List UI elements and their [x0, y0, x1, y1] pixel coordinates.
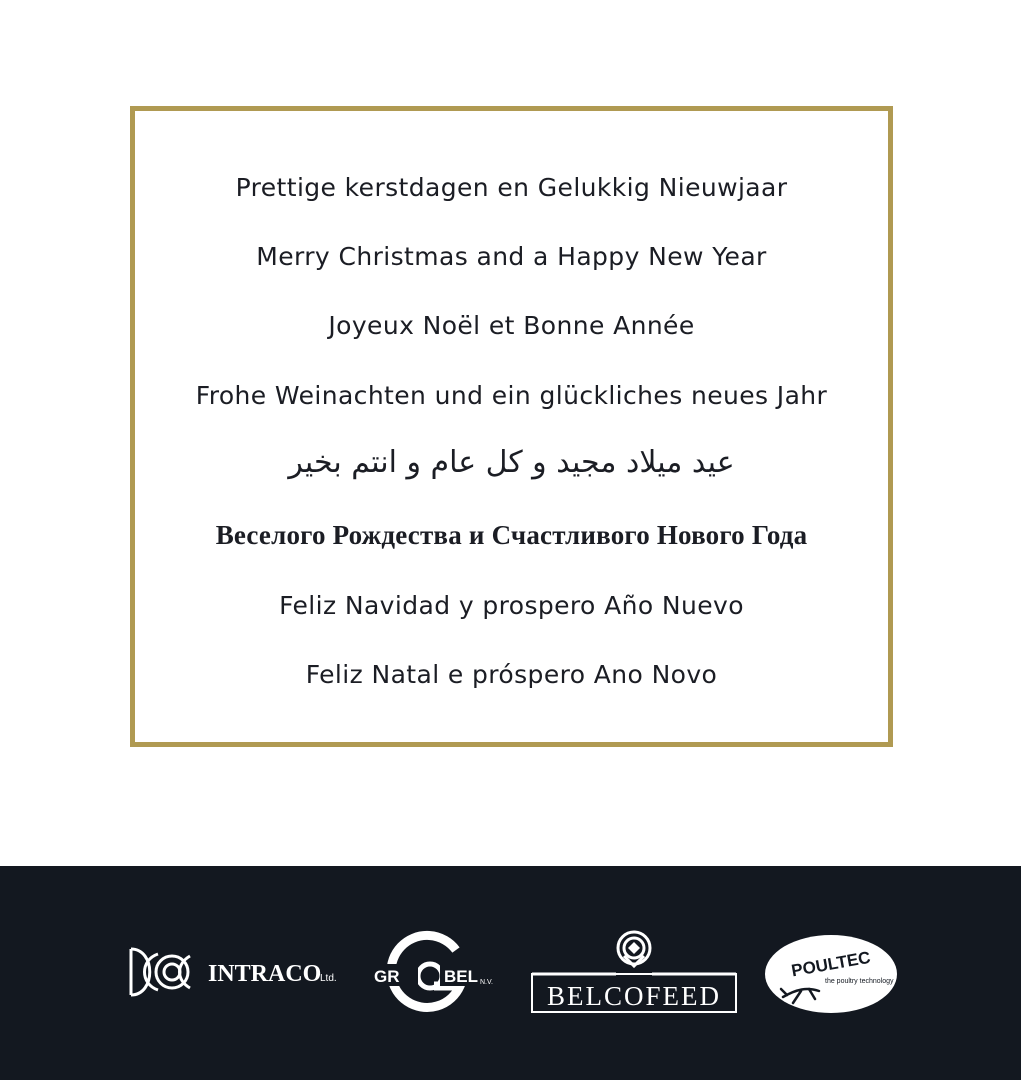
greeting-english: Merry Christmas and a Happy New Year [256, 242, 767, 271]
svg-text:POULTEC: POULTEC [789, 947, 872, 981]
greeting-spanish: Feliz Navidad y prospero Año Nuevo [279, 591, 744, 620]
poultec-logo [763, 933, 899, 1015]
greeting-card-frame [130, 106, 893, 747]
svg-text:the poultry technology: the poultry technology [825, 978, 894, 985]
belcofeed-logo [530, 928, 740, 1016]
svg-text:INTRACO: INTRACO [208, 961, 322, 987]
svg-text:Ltd.: Ltd. [320, 973, 337, 984]
svg-text:N.V.: N.V. [480, 979, 493, 986]
intraco-logo [128, 946, 343, 998]
greeting-dutch: Prettige kerstdagen en Gelukkig Nieuwjaar [235, 173, 788, 202]
greeting-german: Frohe Weinachten und ein glückliches neues Jahr [195, 381, 828, 410]
svg-text:BEL: BEL [444, 967, 478, 986]
greeting-russian: Веселого Рождества и Счастливого Нового Года [215, 520, 808, 550]
greeting-portuguese: Feliz Natal e próspero Ano Novo [305, 660, 718, 689]
greeting-arabic: عيد ميلاد مجيد و كل عام و انتم بخير [288, 445, 735, 480]
footer-logo-bar [0, 866, 1021, 1080]
svg-text:BELCOFEED: BELCOFEED [546, 981, 722, 1011]
svg-text:GR: GR [374, 967, 400, 986]
greeting-french: Joyeux Noël et Bonne Année [328, 311, 695, 340]
grobel-logo [372, 930, 502, 1022]
